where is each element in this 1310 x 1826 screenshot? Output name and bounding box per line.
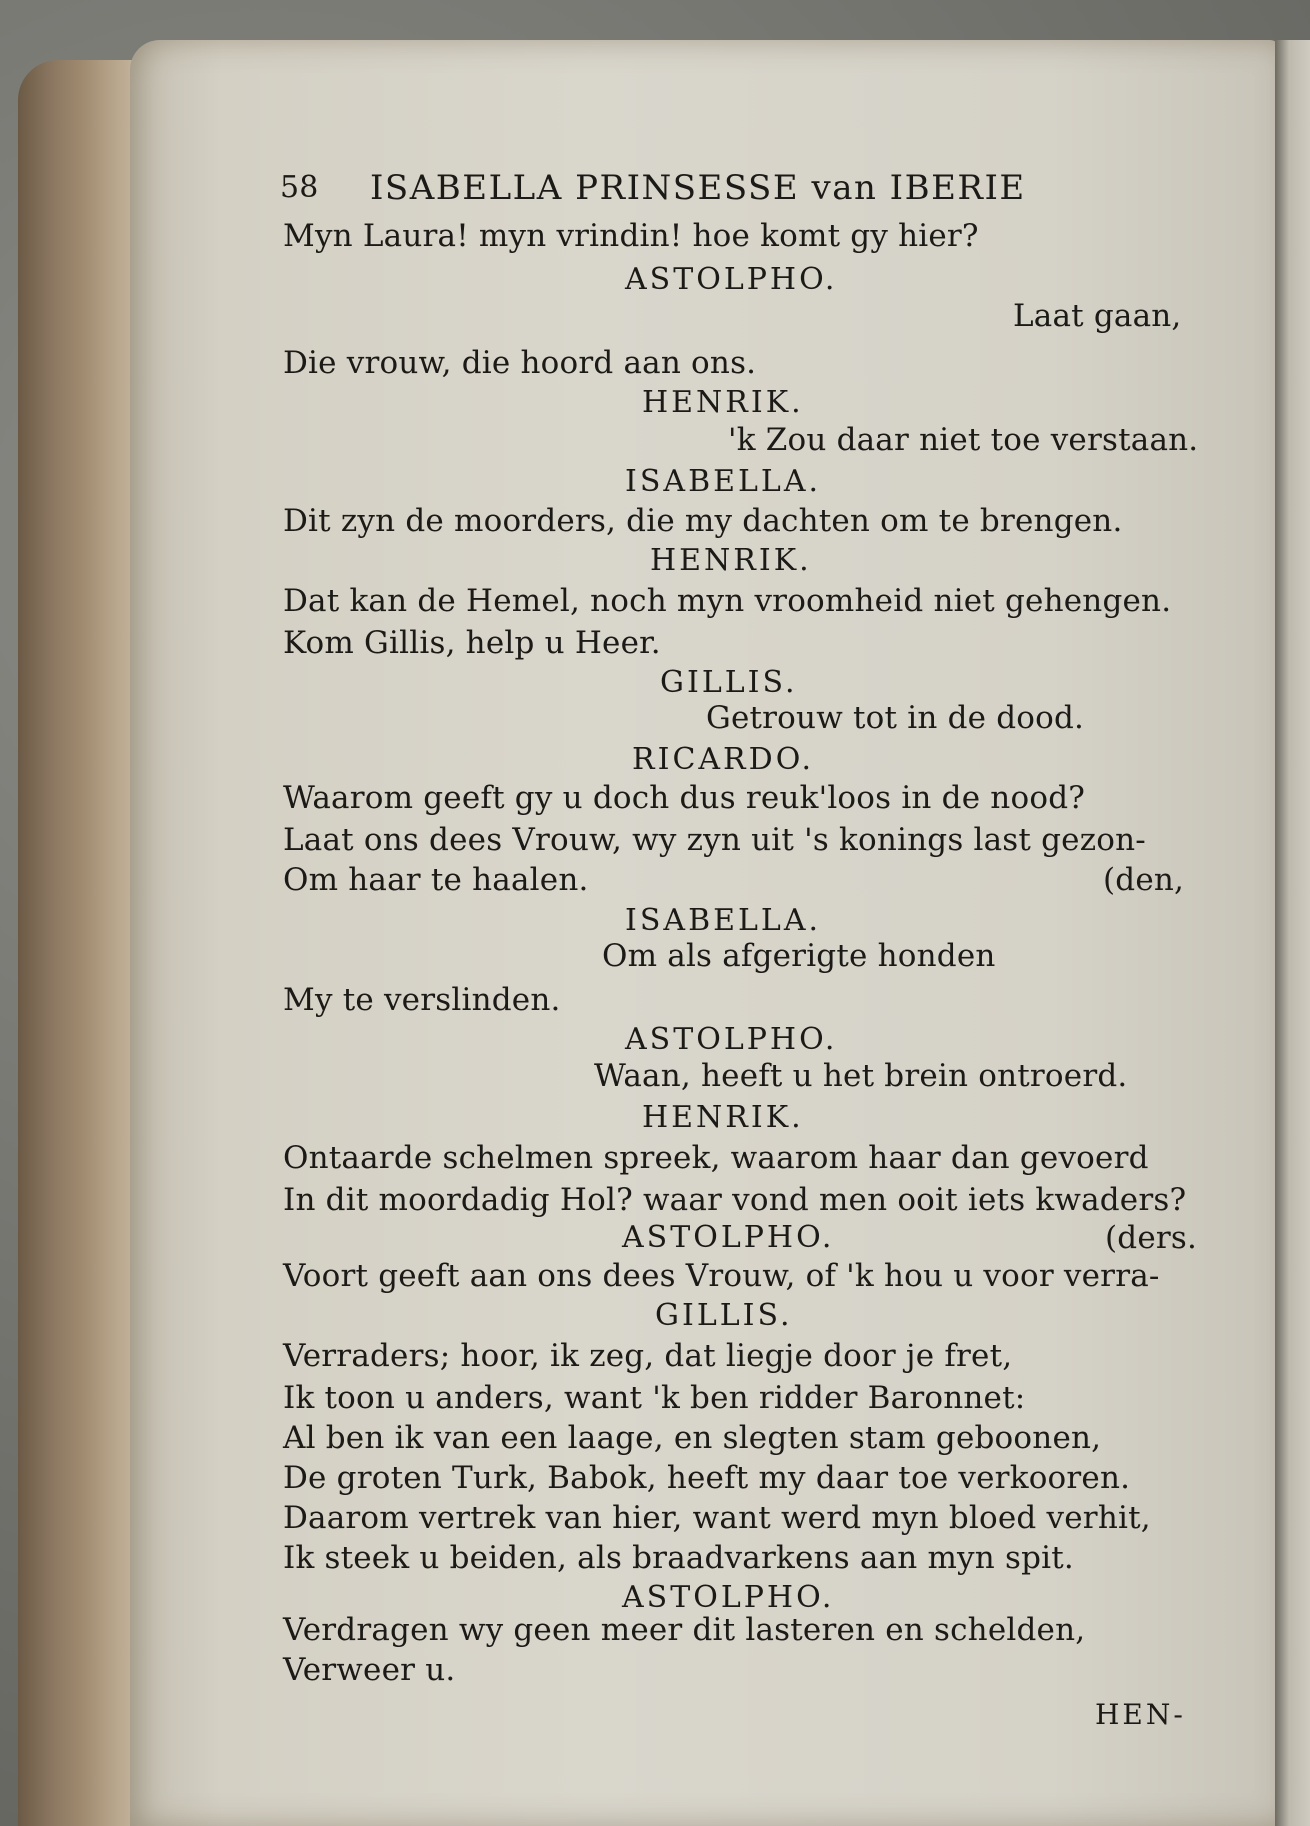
verse-line: (den, — [1103, 862, 1185, 898]
speaker-name: HENRIK. — [642, 385, 804, 420]
speaker-name: ISABELLA. — [625, 903, 822, 938]
facing-page-edge — [1275, 40, 1310, 1826]
verse-line: Daarom vertrek van hier, want werd myn bloed verhit, — [283, 1500, 1151, 1536]
verse-line: Verdragen wy geen meer dit lasteren en schelden, — [283, 1612, 1086, 1648]
verse-line: Kom Gillis, help u Heer. — [283, 625, 661, 661]
speaker-name: GILLIS. — [655, 1298, 793, 1333]
verse-line: Dit zyn de moorders, die my dachten om te brengen. — [283, 503, 1123, 539]
verse-line: De groten Turk, Babok, heeft my daar toe verkooren. — [283, 1460, 1131, 1496]
verse-line: Laat gaan, — [1013, 298, 1182, 334]
catchword: HEN- — [1095, 1698, 1186, 1731]
running-title: ISABELLA PRINSESSE van IBERIE — [370, 168, 1026, 208]
speaker-name: GILLIS. — [660, 665, 798, 700]
verse-line: Waarom geeft gy u doch dus reuk'loos in de nood? — [283, 780, 1086, 816]
verse-line: Myn Laura! myn vrindin! hoe komt gy hier? — [283, 218, 979, 254]
verse-line: Laat ons dees Vrouw, wy zyn uit 's konings last gezon- — [283, 822, 1146, 858]
page-number: 58 — [280, 170, 319, 205]
verse-line: Ik steek u beiden, als braadvarkens aan myn spit. — [283, 1540, 1074, 1576]
speaker-name: ASTOLPHO. — [625, 262, 838, 297]
speaker-name: ASTOLPHO. — [622, 1220, 835, 1255]
speaker-name: ISABELLA. — [625, 464, 822, 499]
verse-line: Om als afgerigte honden — [602, 938, 996, 974]
speaker-name: ASTOLPHO. — [622, 1580, 835, 1615]
verse-line: Al ben ik van een laage, en slegten stam geboonen, — [283, 1420, 1102, 1456]
verse-line: Waan, heeft u het brein ontroerd. — [594, 1058, 1128, 1094]
verse-line: My te verslinden. — [283, 982, 561, 1018]
speaker-name: ASTOLPHO. — [625, 1022, 838, 1057]
verse-line: Getrouw tot in de dood. — [706, 700, 1085, 736]
verse-line: Om haar te haalen. — [283, 862, 589, 898]
book-page-edges — [18, 60, 148, 1826]
verse-line: 'k Zou daar niet toe verstaan. — [728, 422, 1199, 458]
verse-line: Dat kan de Hemel, noch myn vroomheid niet gehengen. — [283, 583, 1172, 619]
verse-line: Ik toon u anders, want 'k ben ridder Baronnet: — [283, 1380, 1026, 1416]
verse-line: (ders. — [1105, 1220, 1198, 1256]
verse-line: Verraders; hoor, ik zeg, dat liegje door je fret, — [283, 1338, 1013, 1374]
speaker-name: HENRIK. — [642, 1100, 804, 1135]
verse-line: Ontaarde schelmen spreek, waarom haar dan gevoerd — [283, 1140, 1149, 1176]
verse-line: Voort geeft aan ons dees Vrouw, of 'k hou u voor verra- — [283, 1258, 1160, 1294]
verse-line: In dit moordadig Hol? waar vond men ooit iets kwaders? — [283, 1182, 1187, 1218]
verse-line: Verweer u. — [283, 1652, 456, 1688]
speaker-name: HENRIK. — [650, 543, 812, 578]
speaker-name: RICARDO. — [632, 742, 815, 777]
verse-line: Die vrouw, die hoord aan ons. — [283, 345, 757, 381]
